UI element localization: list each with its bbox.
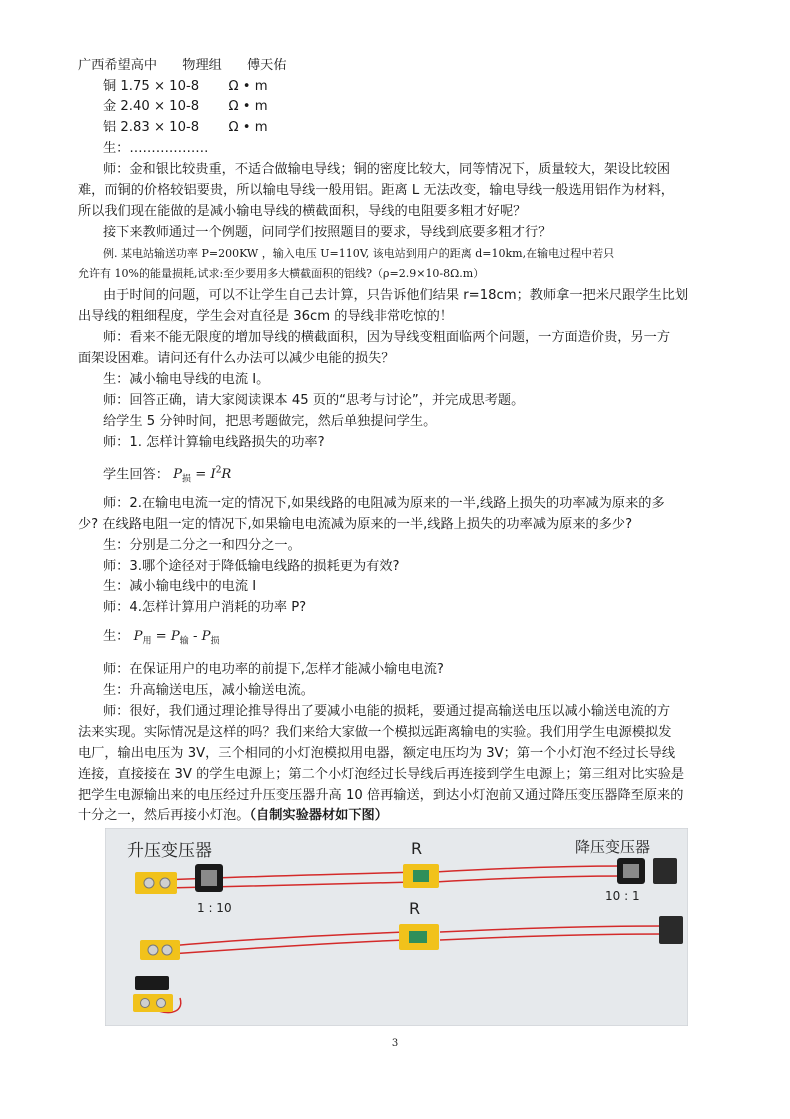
text-line: 接下来教师通过一个例题，问同学们按照题目的要求，导线到底要多粗才行？ bbox=[103, 225, 552, 240]
power-terminal bbox=[659, 916, 683, 944]
resistor-top bbox=[403, 864, 439, 888]
label-step-up: 升压变压器 bbox=[127, 841, 212, 861]
page-header bbox=[78, 56, 287, 76]
resistivity-row-copper: 铜 1.75 × 10-8 Ω • m bbox=[103, 79, 268, 94]
power-supply bbox=[135, 976, 169, 990]
text-line: 把学生电源输出来的电压经过升压变压器升高 10 倍再输送，到达小灯泡前又通过降压变压器降至原来的 bbox=[78, 788, 684, 803]
label-resistor-top: R bbox=[411, 839, 423, 858]
header-author: 傅天佑 bbox=[247, 58, 287, 73]
question-4: 师：4.怎样计算用户消耗的功率 P? bbox=[103, 600, 307, 615]
figure-caption: （自制实验器材如下图） bbox=[249, 808, 388, 823]
question-5: 师：在保证用户的电功率的前提下,怎样才能减小输电电流? bbox=[103, 662, 444, 677]
text-line: 所以我们现在能做的是减小输电导线的横截面积，导线的电阻要多粗才好呢？ bbox=[78, 204, 527, 219]
text-line: 出导线的粗细程度，学生会对直径是 36cm 的导线非常吃惊的！ bbox=[78, 309, 453, 324]
lamp-holder bbox=[140, 940, 180, 960]
text-line: 法来实现。实际情况是这样的吗？我们来给大家做一个模拟远距离输电的实验。我们用学生电源模拟发 bbox=[78, 725, 672, 740]
answer-4: 生： $P_用 = P_输 - P_损$ bbox=[103, 629, 220, 647]
label-ratio-down: 10 : 1 bbox=[605, 889, 640, 903]
text-line: 师：回答正确，请大家阅读课本 45 页的“思考与讨论”，并完成思考题。 bbox=[103, 393, 525, 408]
text-line: 生：减小输电导线的电流 I。 bbox=[103, 372, 270, 387]
example-problem: 允许有 10%的能量损耗,试求:至少要用多大横截面积的铝线?（ρ=2.9×10-8Ω.m） bbox=[78, 267, 485, 280]
answer-1: 学生回答： $P_损 = I^2R$ bbox=[103, 466, 232, 486]
text-line: 师：很好，我们通过理论推导得出了要减小电能的损耗，要通过提高输送电压以减小输送电流的方 bbox=[103, 704, 671, 719]
answer-3: 生：减小输电线中的电流 I bbox=[103, 579, 257, 594]
text-line: 难，而铜的价格较铝要贵，所以输电导线一般用铝。距离 L 无法改变，输电导线一般选用铝作为材料， bbox=[78, 183, 674, 198]
question-3: 师：3.哪个途径对于降低输电线路的损耗更为有效? bbox=[103, 559, 400, 574]
lamp-holder bbox=[135, 872, 177, 894]
formula-power-loss: $P_损 = I^2R$ bbox=[173, 466, 232, 486]
question-2: 师：2.在输电电流一定的情况下,如果线路的电阻减为原来的一半,线路上损失的功率减为原来的多 bbox=[103, 496, 665, 511]
question-1: 师：1. 怎样计算输电线路损失的功率? bbox=[103, 435, 325, 450]
resistivity-row-gold: 金 2.40 × 10-8 Ω • m bbox=[103, 99, 268, 114]
text-line: 面架设困难。请问还有什么办法可以减少电能的损失？ bbox=[78, 351, 395, 366]
resistor-middle bbox=[399, 924, 439, 950]
answer-2: 生：分别是二分之一和四分之一。 bbox=[103, 538, 301, 553]
answer-5: 生：升高输送电压，减小输送电流。 bbox=[103, 683, 314, 698]
question-2: 少? 在线路电阻一定的情况下,如果输电电流减为原来的一半,线路上损失的功率减为原来的多少? bbox=[78, 517, 633, 532]
experiment-photo bbox=[105, 828, 688, 1026]
text-line: 电厂，输出电压为 3V，三个相同的小灯泡模拟用电器，额定电压均为 3V；第一个小灯泡不经过长导线 bbox=[78, 746, 676, 761]
text-line: 师：看来不能无限度的增加导线的横截面积，因为导线变粗面临两个问题，一方面造价贵，另一方 bbox=[103, 330, 671, 345]
header-group: 物理组 bbox=[182, 58, 222, 73]
text-line: 连接，直接接在 3V 的学生电源上；第二个小灯泡经过长导线后再连接到学生电源上；第三组对比实验是 bbox=[78, 767, 685, 782]
student-ellipsis: 生：……………… bbox=[103, 141, 209, 156]
text-line: 十分之一，然后再接小灯泡。（自制实验器材如下图） bbox=[78, 808, 388, 823]
lamp-holder bbox=[133, 994, 173, 1012]
text-line: 师：金和银比较贵重，不适合做输电导线；铜的密度比较大，同等情况下，质量较大，架设比较困 bbox=[103, 162, 671, 177]
formula-user-power: $P_用 = P_输 - P_损$ bbox=[133, 629, 220, 647]
example-problem: 例. 某电站输送功率 P=200KW ，输入电压 U=110V, 该电站到用户的距离 d=10km,在输电过程中若只 bbox=[103, 247, 615, 260]
page-number: 3 bbox=[391, 1038, 399, 1049]
text-line: 给学生 5 分钟时间，把思考题做完，然后单独提问学生。 bbox=[103, 414, 437, 429]
text-line: 由于时间的问题，可以不让学生自己去计算，只告诉他们结果 r=18cm；教师拿一把米尺跟学生比划 bbox=[103, 288, 689, 303]
header-school: 广西希望高中 bbox=[78, 58, 158, 73]
label-step-down: 降压变压器 bbox=[575, 838, 651, 856]
label-resistor-middle: R bbox=[409, 899, 421, 918]
step-up-transformer bbox=[195, 864, 223, 892]
resistivity-row-aluminum: 铝 2.83 × 10-8 Ω • m bbox=[103, 120, 268, 135]
label-ratio-up: 1 : 10 bbox=[197, 901, 232, 915]
